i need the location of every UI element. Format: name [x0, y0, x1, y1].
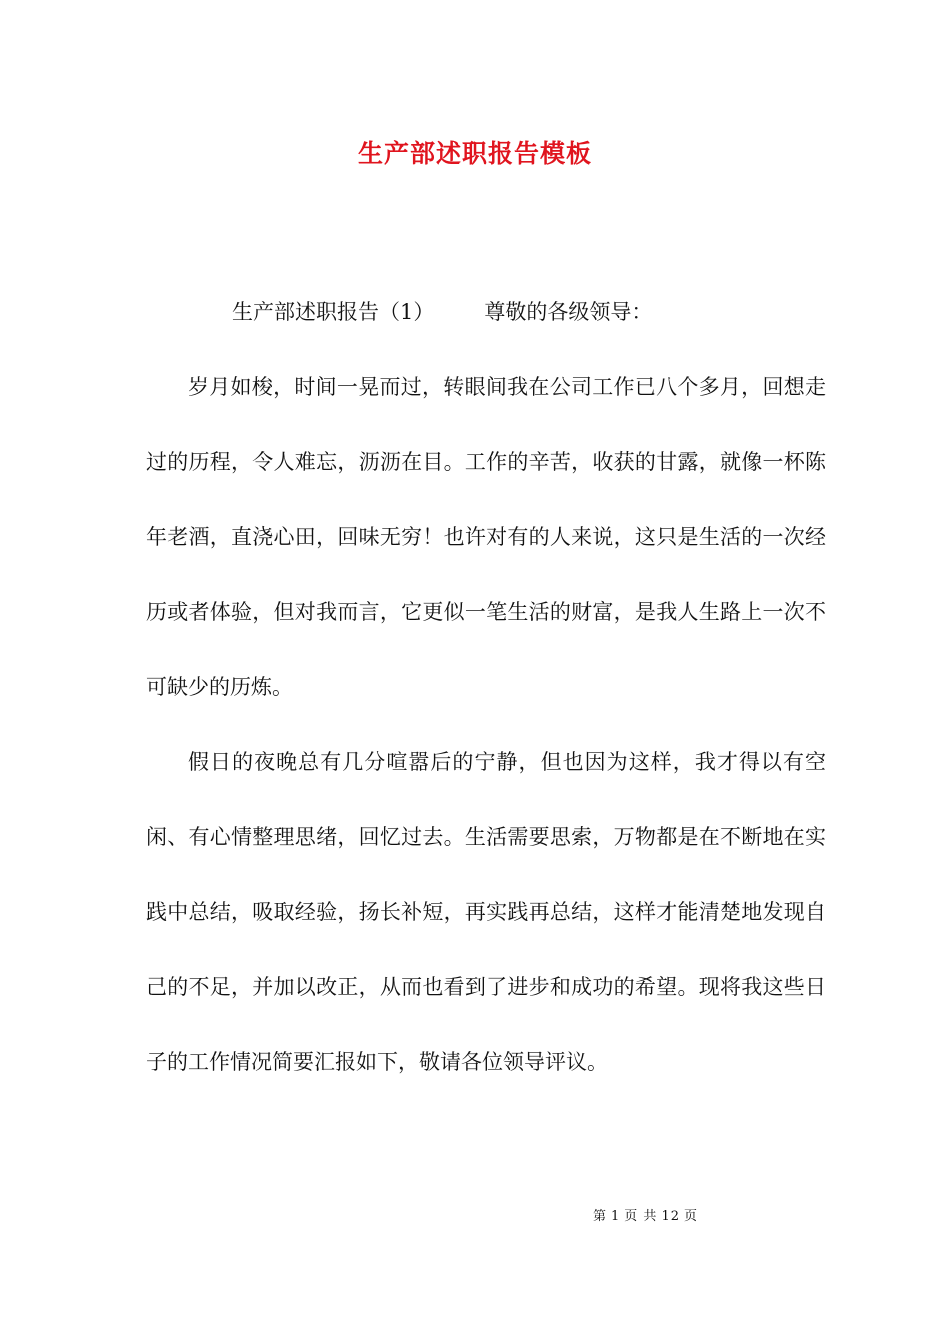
report-heading: 生产部述职报告（1） — [232, 300, 435, 324]
salutation: 尊敬的各级领导： — [484, 300, 653, 324]
paragraph-2: 假日的夜晚总有几分喧嚣后的宁静，但也因为这样，我才得以有空闲、有心情整理思绪，回忆过去。生活需要思索，万物都是在不断地在实践中总结，吸取经验，扬长补短，再实践再总结，这样才能清楚地发现自己的不足，并加以改正，从而也看到了进步和成功的希望。现将我这些日子的工作情况简要汇报如下，敬请各位领导评议。 — [146, 750, 826, 1074]
paragraph-1: 岁月如梭，时间一晃而过，转眼间我在公司工作已八个多月，回想走过的历程，令人难忘，沥沥在目。工作的辛苦，收获的甘露，就像一杯陈年老酒，直浇心田，回味无穷！也许对有的人来说，这只是生活的一次经历或者体验，但对我而言，它更似一笔生活的财富，是我人生路上一次不可缺少的历炼。 — [146, 375, 826, 699]
page-number-footer: 第 1 页 共 12 页 — [593, 1209, 698, 1224]
intro-line — [146, 275, 826, 350]
current-page: 1 — [611, 1209, 621, 1224]
document-body — [146, 275, 826, 1100]
total-pages: 12 — [661, 1209, 680, 1224]
document-title: 生产部述职报告模板 — [357, 139, 592, 168]
